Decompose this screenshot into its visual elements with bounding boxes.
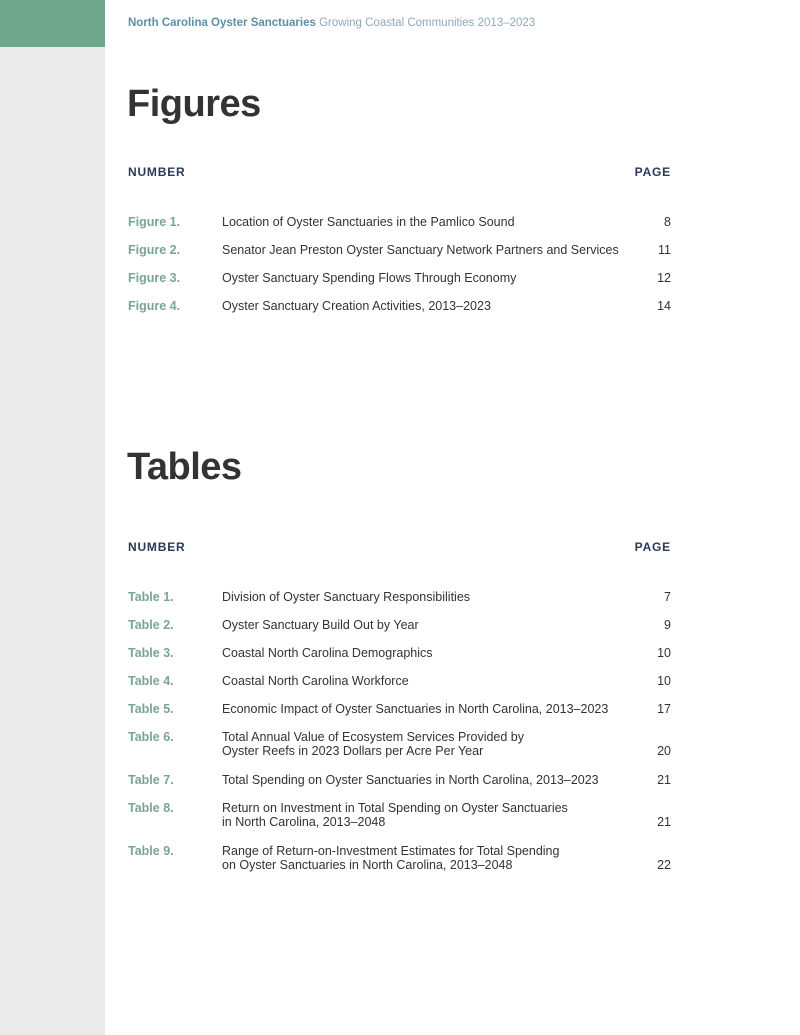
figure-page-number: 8 — [664, 215, 671, 229]
figure-title-line: Senator Jean Preston Oyster Sanctuary Network Partners and Services — [222, 243, 619, 257]
table-page-number: 10 — [657, 646, 671, 660]
figures-list — [128, 215, 671, 327]
figure-number: Figure 3. — [128, 271, 181, 285]
table-number: Table 2. — [128, 618, 174, 632]
figure-title — [222, 243, 621, 257]
figure-entry[interactable] — [128, 271, 671, 285]
table-title-line: Return on Investment in Total Spending on Oyster Sanctuaries — [222, 801, 568, 815]
table-entry[interactable] — [128, 801, 671, 829]
table-title — [222, 730, 621, 758]
figures-title: Figures — [127, 83, 261, 125]
figure-page-number: 11 — [658, 243, 671, 257]
table-title-line: Total Annual Value of Ecosystem Services Provided by — [222, 730, 525, 744]
figure-title — [222, 215, 621, 229]
table-title-line: on Oyster Sanctuaries in North Carolina, 2013–2048 — [222, 858, 513, 872]
table-page-number: 10 — [657, 674, 671, 688]
figure-number: Figure 1. — [128, 215, 181, 229]
table-title — [222, 590, 621, 604]
tables-title: Tables — [127, 446, 242, 488]
table-entry[interactable] — [128, 773, 671, 787]
table-entry[interactable] — [128, 730, 671, 758]
table-number: Table 7. — [128, 773, 174, 787]
table-page-number: 21 — [657, 773, 671, 787]
table-page-number: 9 — [664, 618, 671, 632]
table-title-line: Economic Impact of Oyster Sanctuaries in North Carolina, 2013–2023 — [222, 702, 609, 716]
table-entry[interactable] — [128, 646, 671, 660]
table-number: Table 4. — [128, 674, 174, 688]
figures-number-heading: NUMBER — [128, 165, 186, 179]
table-title-line: in North Carolina, 2013–2048 — [222, 815, 386, 829]
figure-number: Figure 4. — [128, 299, 181, 313]
table-title — [222, 773, 621, 787]
header-subtitle: Growing Coastal Communities 2013–2023 — [319, 17, 536, 29]
table-entry[interactable] — [128, 674, 671, 688]
table-title-line: Division of Oyster Sanctuary Responsibilities — [222, 590, 471, 604]
table-number: Table 9. — [128, 844, 174, 858]
table-number: Table 8. — [128, 801, 174, 815]
tables-number-heading: NUMBER — [128, 540, 186, 554]
table-title — [222, 674, 621, 688]
table-title-line: Coastal North Carolina Workforce — [222, 674, 409, 688]
table-number: Table 1. — [128, 590, 174, 604]
tables-page-heading: PAGE — [634, 540, 671, 554]
figure-title — [222, 299, 621, 313]
table-title-line: Range of Return-on-Investment Estimates for Total Spending — [222, 844, 560, 858]
figure-number: Figure 2. — [128, 243, 181, 257]
running-header — [128, 17, 535, 29]
table-entry[interactable] — [128, 618, 671, 632]
table-title — [222, 801, 621, 829]
table-number: Table 6. — [128, 730, 174, 744]
table-page-number: 17 — [657, 702, 671, 716]
figures-page-heading: PAGE — [634, 165, 671, 179]
table-title-line: Coastal North Carolina Demographics — [222, 646, 433, 660]
table-number: Table 3. — [128, 646, 174, 660]
table-entry[interactable] — [128, 702, 671, 716]
table-title — [222, 618, 621, 632]
table-title — [222, 844, 621, 872]
tables-list — [128, 590, 671, 887]
header-org: North Carolina Oyster Sanctuaries — [128, 17, 316, 29]
figure-entry[interactable] — [128, 243, 671, 257]
figure-title — [222, 271, 621, 285]
figure-title-line: Location of Oyster Sanctuaries in the Pamlico Sound — [222, 215, 515, 229]
table-title — [222, 702, 621, 716]
table-number: Table 5. — [128, 702, 174, 716]
table-title — [222, 646, 621, 660]
table-page-number: 21 — [657, 815, 671, 829]
table-page-number: 20 — [657, 744, 671, 758]
figure-title-line: Oyster Sanctuary Creation Activities, 2013–2023 — [222, 299, 491, 313]
figure-page-number: 12 — [657, 271, 671, 285]
figure-title-line: Oyster Sanctuary Spending Flows Through Economy — [222, 271, 517, 285]
table-entry[interactable] — [128, 590, 671, 604]
figure-entry[interactable] — [128, 215, 671, 229]
figure-entry[interactable] — [128, 299, 671, 313]
side-accent-block — [0, 0, 105, 47]
table-title-line: Oyster Reefs in 2023 Dollars per Acre Per Year — [222, 744, 484, 758]
side-margin-bar — [0, 0, 105, 1035]
table-page-number: 22 — [657, 858, 671, 872]
table-entry[interactable] — [128, 844, 671, 872]
table-title-line: Total Spending on Oyster Sanctuaries in North Carolina, 2013–2023 — [222, 773, 599, 787]
table-title-line: Oyster Sanctuary Build Out by Year — [222, 618, 419, 632]
table-page-number: 7 — [664, 590, 671, 604]
figure-page-number: 14 — [657, 299, 671, 313]
